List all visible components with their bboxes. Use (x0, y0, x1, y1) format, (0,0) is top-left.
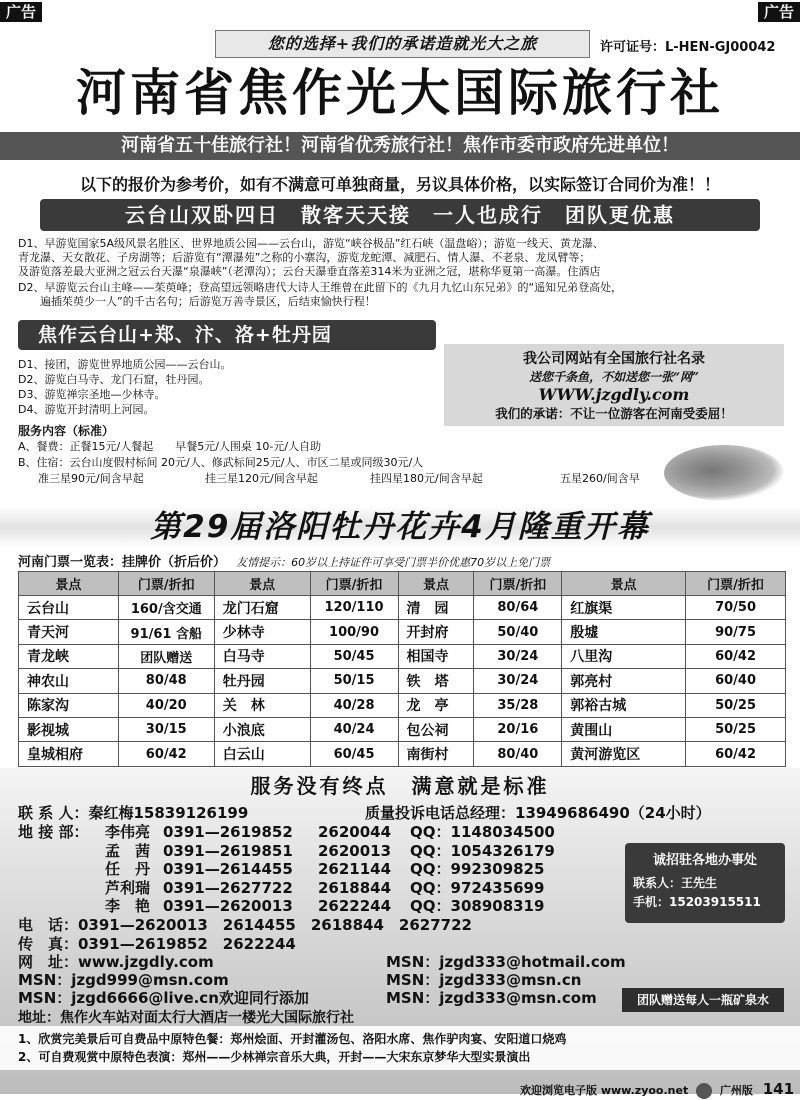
scenic-spot-cell: 红旗渠 (562, 596, 686, 620)
scenic-spot-cell: 龙 亭 (398, 693, 474, 717)
ticket-price-cell: 50/25 (686, 693, 786, 717)
scenic-spot-cell: 白马寺 (214, 644, 310, 668)
ground-staff-tel: 0391—2614455 (163, 860, 293, 879)
logo-icon (696, 1083, 712, 1099)
scenic-spot-cell: 关 林 (214, 693, 310, 717)
ground-staff-tel2: 2620044 (318, 823, 392, 841)
msn-contact: MSN：jzgd6666@live.cn欢迎同行添加 (18, 989, 309, 1007)
website-line[interactable]: 网 址：www.jzgdly.com (18, 953, 214, 971)
footer-edition: 广州版 (719, 1084, 753, 1097)
scenic-spot-cell: 青龙峡 (19, 644, 119, 668)
website-box (444, 344, 784, 426)
fax-line: 传 真：0391—2619852 2622244 (18, 935, 296, 953)
ticket-price-cell: 80/40 (474, 742, 562, 766)
ticket-price-cell: 50/15 (310, 669, 398, 693)
itinerary-line: 及游览落差最大亚洲之冠云台天瀑“泉瀑峡”（老潭沟）；云台天瀑垂直落差314米为亚洲之冠，堪称华夏第一高瀑。住酒店 (18, 265, 601, 278)
ticket-price-cell: 50/40 (474, 620, 562, 644)
ticket-price-cell: 60/42 (686, 644, 786, 668)
phone-line: 电 话：0391—2620013 2614455 2618844 2627722 (18, 916, 472, 934)
itinerary-line: D1、早游览国家5A级风景名胜区、世界地质公园——云台山，游览“峡谷极品”红石峡（温盘峪）；游览一线天、黄龙瀑、 (18, 237, 604, 250)
itinerary-line: D1、接团，游览世界地质公园——云台山。 (18, 358, 232, 371)
scenic-spot-cell: 开封府 (398, 620, 474, 644)
contact-label: 联 系 人： (18, 804, 89, 822)
ground-staff-name: 李 艳 (105, 897, 151, 916)
ticket-table-heading (18, 551, 550, 570)
ground-staff-name: 孟 茜 (105, 841, 151, 860)
column-header: 门票/折扣 (686, 572, 786, 596)
ground-staff-tel2: 2621144 (318, 860, 392, 879)
ground-staff-qq: QQ：992309825 (410, 860, 545, 879)
scenic-spot-cell: 龙门石窟 (214, 596, 310, 620)
scenic-spot-cell: 黄河游览区 (562, 742, 686, 766)
ticket-price-cell: 40/28 (310, 693, 398, 717)
msn-contact: MSN：jzgd333@hotmail.com (386, 953, 626, 971)
ticket-price-cell: 60/40 (686, 669, 786, 693)
ground-staff-qq: QQ：1148034500 (410, 823, 555, 841)
route2-title: 焦作云台山+郑、汴、洛+牡丹园 (18, 320, 436, 350)
itinerary-line: D3、游览禅宗圣地—少林寺。 (18, 388, 166, 401)
scenic-spot-cell: 皇城相府 (19, 742, 119, 766)
service-meal: A、餐费：正餐15元/人餐起 早餐5元/人围桌 10-元/人自助 (18, 440, 322, 453)
ground-staff-qq: QQ：1054326179 (410, 841, 555, 860)
service-stay-option: 准三星90元/间含早起 (38, 472, 144, 485)
ticket-price-cell: 90/75 (686, 620, 786, 644)
ground-staff-tel: 0391—2627722 (163, 878, 293, 897)
ticket-table-tip: 友情提示：60岁以上持证件可享受门票半价优惠70岁以上免门票 (236, 556, 551, 569)
slogan: 您的选择+我们的承诺造就光大之旅 (215, 30, 590, 58)
scenic-spot-cell: 黄围山 (562, 717, 686, 741)
service-stay-option: 挂四星180元/间含早起 (370, 472, 483, 485)
column-header: 景点 (398, 572, 474, 596)
scenic-spot-cell: 云台山 (19, 596, 119, 620)
itinerary-line: 青龙瀑、天女散花、子房湖等；后游览有“潭瀑苑”之称的小寨沟，游览龙蛇潭、减肥石、情人瀑、不老泉、龙凤臂等； (18, 251, 591, 264)
ground-staff-name: 李伟亮 (105, 823, 151, 841)
ticket-header-row (19, 572, 786, 596)
msn-contact: MSN：jzgd999@msn.com (18, 971, 229, 989)
table-row (19, 644, 786, 668)
ticket-price-cell: 团队赠送 (118, 644, 214, 668)
ground-staff-tel2: 2618844 (318, 878, 392, 897)
ticket-price-cell: 60/42 (686, 742, 786, 766)
complaint-phone: 质量投诉电话总经理：13949686490（24小时） (365, 804, 711, 822)
contact-name: 秦红梅15839126199 (88, 804, 249, 822)
ground-staff-tel: 0391—2619852 (163, 823, 293, 841)
ticket-price-cell: 30/24 (474, 644, 562, 668)
ticket-table-title: 河南门票一览表：挂牌价（折后价） (18, 555, 227, 570)
column-header: 景点 (214, 572, 310, 596)
ticket-price-cell: 80/48 (118, 669, 214, 693)
recruit-contact: 联系人：王先生 (633, 876, 718, 890)
table-row (19, 620, 786, 644)
bottom-note: 1、欣赏完美景后可自费品中原特色餐：郑州烩面、开封灌汤包、洛阳水席、焦作驴肉宴、安阳道口烧鸡 (18, 1032, 567, 1046)
agency-title: 河南省焦作光大国际旅行社 (76, 64, 724, 122)
scenic-spot-cell: 包公祠 (398, 717, 474, 741)
page-number: 141 (762, 1080, 795, 1098)
ticket-price-cell: 60/42 (118, 742, 214, 766)
ticket-price-cell: 120/110 (310, 596, 398, 620)
ticket-price-cell: 40/24 (310, 717, 398, 741)
scenic-spot-cell: 八里沟 (562, 644, 686, 668)
bottom-note: 2、可自费观赏中原特色表演：郑州——少林禅宗音乐大典，开封——大宋东京梦华大型实景演出 (18, 1050, 531, 1064)
service-slogan: 服务没有终点 满意就是标准 (250, 774, 550, 798)
itinerary-line: 遍插茱萸少一人”的千古名句；后游览万善寺景区，后结束愉快行程！ (40, 295, 376, 308)
column-header: 门票/折扣 (118, 572, 214, 596)
scenic-spot-cell: 郭亮村 (562, 669, 686, 693)
peony-image (664, 445, 784, 501)
scenic-spot-cell: 铁 塔 (398, 669, 474, 693)
scenic-spot-cell: 殷墟 (562, 620, 686, 644)
ticket-price-cell: 50/25 (686, 717, 786, 741)
ticket-price-cell: 160/含交通 (118, 596, 214, 620)
column-header: 门票/折扣 (310, 572, 398, 596)
itinerary-line: D4、游览开封清明上河园。 (18, 403, 155, 416)
service-heading: 服务内容（标准） (18, 424, 115, 438)
itinerary-line: D2、早游览云台山主峰——茱萸峰；登高望远领略唐代大诗人王维曾在此留下的《九月九忆山东兄弟》的“遥知兄弟登高处， (18, 281, 623, 294)
scenic-spot-cell: 相国寺 (398, 644, 474, 668)
scenic-spot-cell: 白云山 (214, 742, 310, 766)
msn-contact: MSN：jzgd333@msn.cn (386, 971, 582, 989)
column-header: 景点 (19, 572, 119, 596)
scenic-spot-cell: 小浪底 (214, 717, 310, 741)
website-url[interactable]: WWW.jzgdly.com (538, 385, 690, 404)
license-number: 许可证号：L-HEN-GJ00042 (600, 40, 776, 55)
ticket-price-cell: 70/50 (686, 596, 786, 620)
peony-festival-banner: 第29届洛阳牡丹花卉4月隆重开幕 (0, 506, 800, 548)
ground-staff-tel2: 2620013 (318, 841, 392, 860)
scenic-spot-cell: 郭裕古城 (562, 693, 686, 717)
table-row (19, 596, 786, 620)
ground-staff-qq: QQ：308908319 (410, 897, 545, 916)
recruit-title: 诚招驻各地办事处 (652, 853, 757, 868)
ground-staff-tel2: 2622244 (318, 897, 392, 916)
footer (520, 1080, 794, 1099)
itinerary-line: D2、游览白马寺、龙门石窟，牡丹园。 (18, 373, 210, 386)
ground-staff-name: 任 丹 (105, 860, 151, 879)
ticket-price-cell: 50/45 (310, 644, 398, 668)
ad-label-right: 广告 (758, 2, 800, 22)
address-line: 地址：焦作火车站对面太行大酒店一楼光大国际旅行社 (18, 1010, 354, 1026)
website-box-promise: 我们的承诺：不让一位游客在河南受委屈！ (495, 406, 733, 421)
msn-contact: MSN：jzgd333@msn.com (386, 989, 597, 1007)
table-row (19, 742, 786, 766)
gift-banner: 团队赠送每人一瓶矿泉水 (622, 988, 784, 1012)
column-header: 景点 (562, 572, 686, 596)
ticket-price-cell: 20/16 (474, 717, 562, 741)
website-box-heading: 我公司网站有全国旅行社名录 (523, 351, 705, 367)
footer-url: 欢迎浏览电子版 www.zyoo.net (520, 1084, 689, 1097)
scenic-spot-cell: 陈家沟 (19, 693, 119, 717)
recruit-phone: 手机：15203915511 (633, 895, 761, 909)
scenic-spot-cell: 少林寺 (214, 620, 310, 644)
ticket-price-cell: 80/64 (474, 596, 562, 620)
honors-banner: 河南省五十佳旅行社！河南省优秀旅行社！焦作市委市政府先进单位！ (0, 132, 800, 160)
ticket-price-cell: 40/20 (118, 693, 214, 717)
scenic-spot-cell: 清 园 (398, 596, 474, 620)
ad-label-left: 广告 (0, 2, 42, 22)
table-row (19, 669, 786, 693)
table-row (19, 717, 786, 741)
ticket-price-cell: 91/61 含船 (118, 620, 214, 644)
ground-staff-qq: QQ：972435699 (410, 878, 545, 897)
ticket-price-table (18, 571, 786, 767)
contact-person (18, 804, 248, 823)
service-stay-option: 挂三星120元/间含早起 (205, 472, 318, 485)
column-header: 门票/折扣 (474, 572, 562, 596)
ticket-price-cell: 30/24 (474, 669, 562, 693)
scenic-spot-cell: 南街村 (398, 742, 474, 766)
ground-label: 地 接 部： (18, 823, 89, 841)
table-row (19, 693, 786, 717)
price-note: 以下的报价为参考价，如有不满意可单独商量，另议具体价格，以实际签订合同价为准！！ (79, 175, 720, 194)
ticket-price-cell: 100/90 (310, 620, 398, 644)
ticket-price-cell: 35/28 (474, 693, 562, 717)
ticket-price-cell: 30/15 (118, 717, 214, 741)
ground-staff-tel: 0391—2620013 (163, 897, 293, 916)
scenic-spot-cell: 牡丹园 (214, 669, 310, 693)
scenic-spot-cell: 青天河 (19, 620, 119, 644)
ground-staff-name: 芦利瑞 (105, 878, 151, 897)
recruit-box (625, 843, 785, 923)
service-stay-option: 五星260/间含早 (560, 472, 640, 485)
route1-title: 云台山双卧四日 散客天天接 一人也成行 团队更优惠 (40, 199, 760, 231)
scenic-spot-cell: 神农山 (19, 669, 119, 693)
ground-staff-tel: 0391—2619851 (163, 841, 293, 860)
ticket-price-cell: 60/45 (310, 742, 398, 766)
scenic-spot-cell: 影视城 (19, 717, 119, 741)
service-stay: B、住宿：云台山度假村标间 20元/人、修武标间25元/人、市区二星或同级30元/人 (18, 456, 424, 469)
website-box-tagline: 送您千条鱼，不如送您一张“网” (529, 370, 699, 384)
